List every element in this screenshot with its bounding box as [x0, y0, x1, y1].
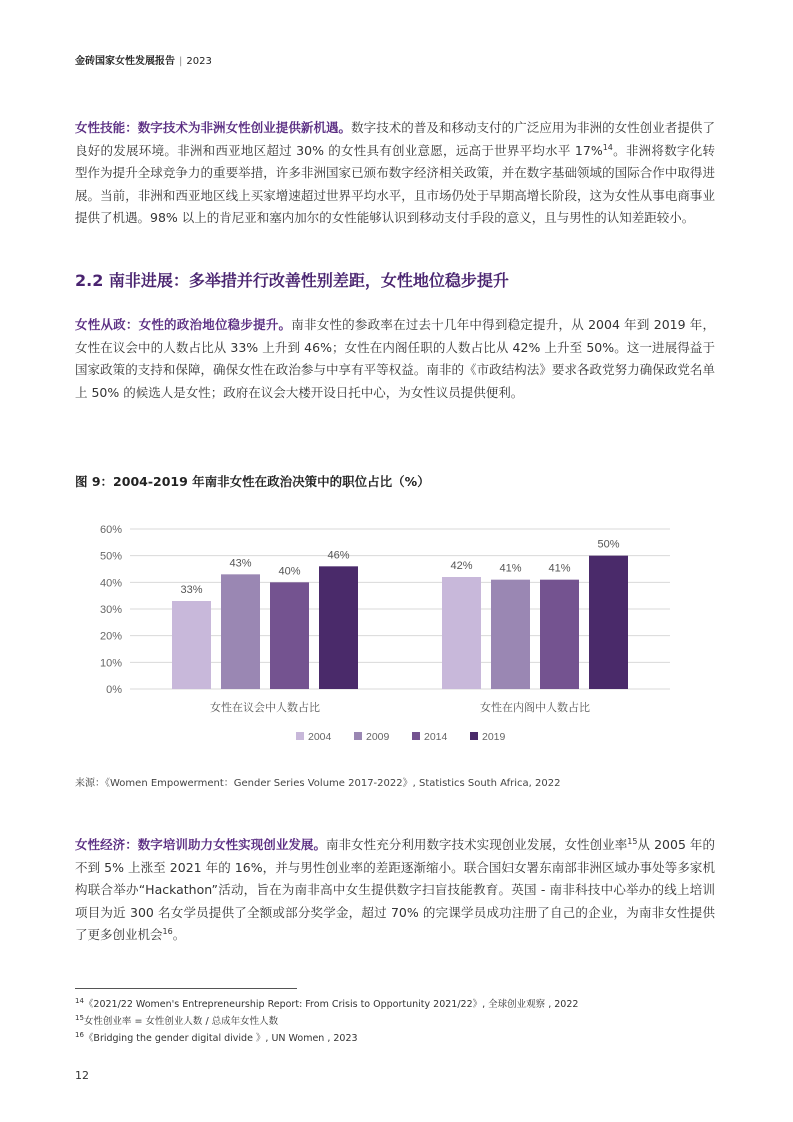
y-tick-label: 0%	[106, 684, 122, 696]
legend-swatch	[296, 732, 304, 740]
y-tick-label: 60%	[99, 524, 122, 536]
footnote-number: 14	[75, 996, 84, 1005]
legend-label: 2009	[366, 731, 390, 743]
legend-swatch	[354, 732, 362, 740]
data-label: 46%	[327, 549, 350, 562]
footnote-ref[interactable]: 14	[602, 142, 613, 152]
footnote-text: 女性创业率 = 女性创业人数 / 总成年女性人数	[83, 1016, 279, 1027]
paragraph-text: 南非女性充分利用数字技术实现创业发展，女性创业率	[326, 837, 628, 852]
data-label: 50%	[597, 538, 620, 551]
legend-swatch	[470, 732, 478, 740]
footnote-ref[interactable]: 15	[627, 836, 638, 846]
bar-chart	[75, 508, 705, 758]
paragraph-lead: 女性经济：数字培训助力女性实现创业发展。	[75, 837, 327, 852]
footnote-ref[interactable]: 16	[162, 926, 173, 936]
data-label: 40%	[278, 565, 301, 578]
legend-swatch	[412, 732, 420, 740]
paragraph-women-politics	[75, 314, 715, 404]
footnote-number: 16	[75, 1030, 84, 1039]
y-tick-label: 20%	[99, 630, 122, 643]
footnote	[75, 996, 578, 1010]
paragraph-text: 从 2005 年的不到 5% 上涨至 2021 年的 16%，并与男性创业率的差距逐渐缩小。联合国妇女署东南部非洲区域办事处等多家机构联合举办“Hackathon”活动，旨在为南非高中女生提供数字扫盲技能教育。英国 - 南非科技中心举办的线上培训项目为近 300 名女学员提供了全额或部分奖学金，超过 70% 的完课学员成功注册了自己的企业，为南非女性提供了更多创业机会	[75, 837, 715, 942]
paragraph-lead: 女性技能：数字技术为非洲女性创业提供新机遇。	[75, 120, 352, 135]
footnote	[75, 1013, 278, 1027]
data-label: 41%	[548, 562, 571, 575]
bar	[270, 582, 309, 689]
y-tick-label: 30%	[99, 604, 122, 616]
figure-title: 图 9：2004-2019 年南非女性在政治决策中的职位占比（%）	[75, 474, 430, 489]
x-tick-label: 女性在内阁中人数占比	[480, 702, 590, 714]
bar	[491, 580, 530, 689]
page-number: 12	[75, 1069, 89, 1082]
data-label: 33%	[180, 584, 203, 596]
paragraph-text: 。非洲将数字化转型作为提升全球竞争力的重要举措，许多非洲国家已颁布数字经济相关政策，并在数字基础领域的国际合作中取得进展。当前，非洲和西亚地区线上买家增速超过世界平均水平，且市场仍处于早期高增长阶段，这为女性从事电商事业提供了机遇。98% 以上的肯尼亚和塞内加尔的女性能够认识到移动支付手段的意义，且与男性的认知差距较小。	[75, 142, 715, 225]
bar	[589, 556, 628, 689]
footnote-divider	[75, 988, 297, 989]
y-tick-label: 40%	[99, 577, 122, 590]
bar	[540, 580, 579, 689]
data-label: 43%	[229, 557, 252, 570]
footnote	[75, 1030, 358, 1044]
legend-label: 2004	[308, 731, 332, 743]
page-header	[75, 52, 212, 67]
section-heading: 2.2 南非进展：多举措并行改善性别差距，女性地位稳步提升	[75, 271, 509, 290]
data-label: 42%	[450, 560, 473, 572]
footnote-number: 15	[75, 1013, 84, 1022]
x-tick-label: 女性在议会中人数占比	[210, 702, 320, 714]
report-title: 金砖国家女性发展报告	[75, 56, 175, 67]
report-year: 2023	[186, 56, 212, 67]
figure-source: 来源：《Women Empowerment：Gender Series Volume 2017-2022》, Statistics South Africa, 2022	[75, 778, 561, 789]
paragraph-women-skills	[75, 117, 715, 230]
y-tick-label: 10%	[99, 657, 122, 670]
data-label: 41%	[499, 562, 522, 575]
paragraph-women-economy	[75, 834, 715, 947]
bar	[221, 574, 260, 689]
legend-label: 2014	[424, 731, 448, 743]
paragraph-text: 南非女性的参政率在过去十几年中得到稳定提升，从 2004 年到 2019 年，女性在议会中的人数占比从 33% 上升到 46%；女性在内阁任职的人数占比从 42% 上升至 50%。这一进展得益于国家政策的支持和保障，确保女性在政治参与中享有平等权益。南非的《市政结构法》要求各政党努力确保政党名单上 50% 的候选人是女性；政府在议会大楼开设日托中心，为女性议员提供便利。	[75, 317, 715, 400]
legend-label: 2019	[482, 731, 506, 743]
bar	[442, 577, 481, 689]
footnote-text: 《Bridging the gender digital divide 》, UN Women , 2023	[83, 1033, 358, 1044]
footnote-text: 《2021/22 Women's Entrepreneurship Report: From Crisis to Opportunity 2021/22》, 全球创业观察 , 2022	[83, 999, 579, 1010]
header-separator: |	[179, 56, 183, 67]
y-tick-label: 50%	[99, 550, 122, 563]
paragraph-text: 数字技术的普及和移动支付的广泛应用为非洲的女性创业者提供了良好的发展环境。非洲和西亚地区超过 30% 的女性具有创业意愿，远高于世界平均水平 17%	[75, 120, 715, 158]
paragraph-lead: 女性从政：女性的政治地位稳步提升。	[75, 317, 292, 332]
bar	[172, 601, 211, 689]
paragraph-text: 。	[172, 927, 186, 942]
bar	[319, 566, 358, 689]
